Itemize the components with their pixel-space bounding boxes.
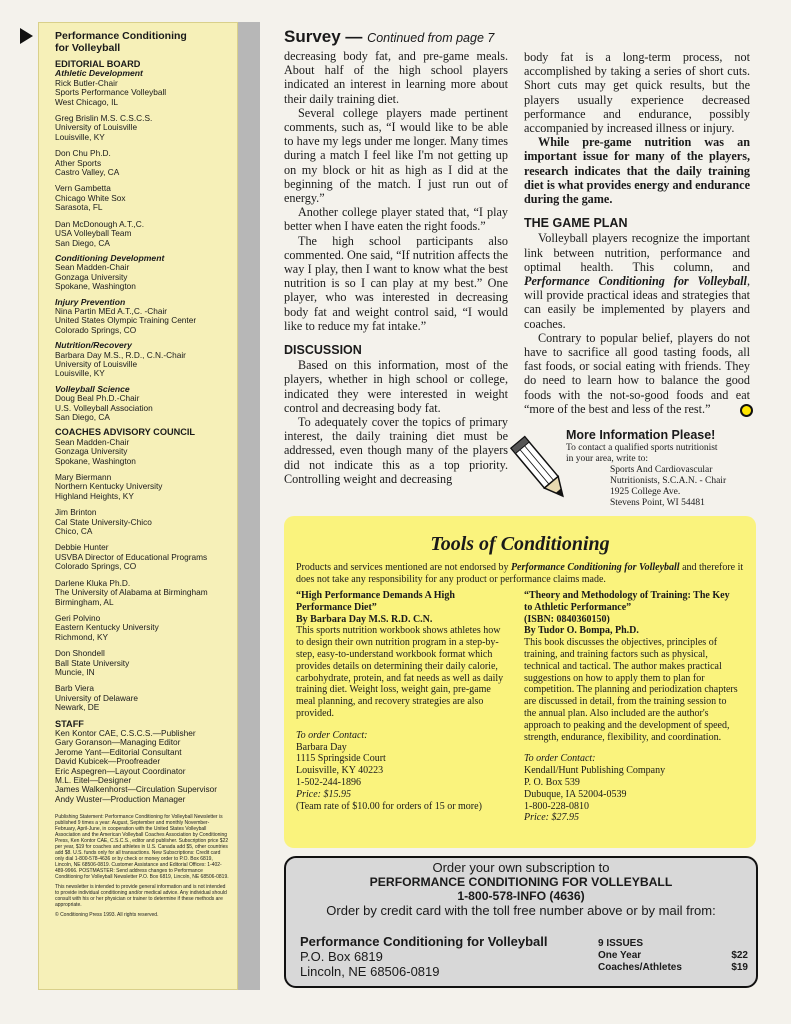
survey-title: Survey — Continued from page 7 — [284, 27, 495, 46]
board-member: Greg Brislin M.S. C.S.C.S. University of Louisville Louisville, KY — [55, 113, 153, 142]
council-member: Mary Biermann Northern Kentucky University Highland Heights, KY — [55, 472, 163, 501]
staff-heading: STAFF — [55, 718, 84, 729]
council-member: Don Shondell Ball State University Muncie, IN — [55, 648, 130, 677]
tools-title: Tools of Conditioning — [430, 533, 610, 555]
council-member: Darlene Kluka Ph.D. The University of Alabama at Birmingham Birmingham, AL — [55, 577, 208, 607]
product-price: Price: $15.95 — [296, 788, 351, 800]
product-author: By Barbara Day M.S. R.D. C.N. — [296, 613, 433, 625]
continued-label: Continued from page 7 — [367, 31, 495, 45]
subscription-title: PERFORMANCE CONDITIONING FOR VOLLEYBALL — [369, 875, 673, 889]
product-isbn: (ISBN: 0840360150) — [524, 613, 610, 625]
coaches-council-heading: COACHES ADVISORY COUNCIL — [55, 427, 196, 438]
paragraph: Volleyball players recognize the important link between nutrition, performance and optimal health. This column, and Performance Conditioning for Volleyball, will provide practical ideas and strategies that can easily be implemented by players and coaches. — [524, 231, 750, 331]
issues-label: 9 ISSUES — [598, 938, 644, 949]
tools-intro: Products and services mentioned are not endorsed by Performance Conditioning for Volleyball and therefore it does not take any responsibility for any product or performance claims made. — [296, 562, 744, 585]
order-label: To order Contact: — [296, 729, 368, 741]
paragraph: Another college player stated that, “I play better when I have eaten the right foods.” — [284, 205, 508, 234]
product-right — [524, 590, 738, 824]
paragraph: While pre-game nutrition was an important issue for many of the players, research indicates that the daily training diet is what provides energy and endurance during the game. — [524, 135, 750, 207]
arrow-icon — [20, 28, 33, 44]
mailing-address: Performance Conditioning for Volleyball P.O. Box 6819 Lincoln, NE 68506-0819 — [300, 934, 548, 979]
subscription-intro: Order your own subscription to — [432, 860, 610, 875]
council-member: Sean Madden-Chair Gonzaga University Spokane, Washington — [55, 436, 136, 466]
tools-of-conditioning-box — [284, 516, 756, 848]
paragraph: body fat is a long-term process, not accomplished by taking a series of short cuts. Short cuts may get quick results, but the players usually experience decreased performance and endurance, possibly accompanied by increased illness or injury. — [524, 50, 750, 136]
board-member: Vern Gambetta Chicago White Sox Sarasota, FL — [55, 183, 126, 213]
product-title: “Theory and Methodology of Training: The Key to Athletic Performance” — [524, 590, 730, 613]
board-member: Nina Partin MEd A.T.,C. -Chair United States Olympic Training Center Colorado Springs, CO — [55, 305, 197, 335]
editorial-board-heading: EDITORIAL BOARD — [55, 59, 141, 69]
board-member: Rick Butler-Chair Sports Performance Volleyball West Chicago, IL — [55, 77, 167, 107]
board-member: Dan McDonough A.T.,C. USA Volleyball Team San Diego, CA — [55, 218, 145, 248]
pencil-icon — [508, 430, 574, 510]
board-member: Don Chu Ph.D. Ather Sports Castro Valley, CA — [55, 148, 120, 178]
order-contact: Kendall/Hunt Publishing Company P. O. Box 539 Dubuque, IA 52004-0539 1-800-228-0810 — [524, 765, 666, 812]
more-info-body: To contact a qualified sports nutritionist in your area, write to: Sports And Cardiovascular Nutritionists, S.C.A.N. - Chair 1925 College Ave. Stevens Point, WI 54481 — [566, 443, 727, 508]
newsletter-title: Performance Conditioning for Volleyball — [55, 30, 187, 54]
game-plan-heading: THE GAME PLAN — [524, 216, 628, 231]
fine-print — [55, 814, 229, 918]
paragraph: decreasing body fat, and pre-game meals. About half of the high school players indicated an interest in learning more about their daily training diet. — [284, 49, 508, 106]
product-description: This sports nutrition workbook shows athletes how to design their own nutrition program in a step-by-step, easy-to-understand workbook format which provides details on determining their daily calorie, carbohydrate, protein, and fat needs as well as daily training diet. Weight loss, weight gain, pre-game meal planning, and recovery strategies are also provided. — [296, 625, 504, 719]
paragraph: To adequately cover the topics of primary interest, the daily training diet must be addressed, even though many of the players did not indicate this as a top priority. Controlling weight and decreasing — [284, 415, 508, 486]
subscription-box — [284, 856, 758, 988]
survey-column-1 — [284, 26, 508, 486]
copyright: © Conditioning Press 1993. All rights reserved. — [55, 912, 159, 919]
board-member: Sean Madden-Chair Gonzaga University Spokane, Washington — [55, 262, 136, 292]
order-contact: Barbara Day 1115 Springside Court Louisville, KY 40223 1-502-244-1896 — [296, 741, 386, 788]
volleyball-science-heading: Volleyball Science — [55, 383, 130, 394]
product-description: This book discusses the objectives, principles of training, and training factors such as physical, technical and tactical. The author makes practical suggestions on how to apply them to plan for competition. The planning and periodization chapters are discussed in detail, from the training session to the annual plan. Also included are the author's approach to peaking and the development of speed, strength, endurance, flexibility, and coordination. — [524, 637, 738, 743]
paragraph: Contrary to popular belief, players do not have to sacrifice all good tasting foods, all fast foods, or social eating with friends. They do need to learn how to balance the good foods with the not-so-good foods and eat “more of the best and less of the rest.” — [524, 330, 750, 416]
council-member: Debbie Hunter USVBA Director of Educational Programs Colorado Springs, CO — [55, 542, 208, 572]
survey-column-2 — [524, 50, 750, 416]
price-row: One Year $22 — [598, 950, 748, 961]
product-price: Price: $27.95 — [524, 812, 579, 824]
column-divider — [238, 22, 260, 990]
product-left — [296, 590, 510, 812]
more-info-title: More Information Please! — [566, 428, 716, 442]
board-member: Doug Beal Ph.D.-Chair U.S. Volleyball Association San Diego, CA — [55, 393, 153, 422]
disclaimer: This newsletter is intended to provide general information and is not intended to provide individual conditioning and/or medical advice. Any individual should consult with his or her physician or trainer to determine if these methods are appropriate. — [55, 884, 227, 909]
discussion-heading: DISCUSSION — [284, 343, 362, 358]
conditioning-development-heading: Conditioning Development — [55, 252, 165, 263]
board-member: Barbara Day M.S., R.D., C.N.-Chair University of Louisville Louisville, KY — [55, 349, 186, 379]
paragraph: The high school participants also commented. One said, “If nutrition affects the way I play, then I want to know what the best nutrition is so I can play at my best.” One player, who was interested in decreasing body fat and weight control said, “I would like to reduce my fat intake.” — [284, 233, 508, 333]
order-instructions: Order by credit card with the toll free number above or by mail from: — [326, 903, 716, 918]
team-rate: (Team rate of $10.00 for orders of 15 or more) — [296, 800, 482, 812]
product-author: By Tudor O. Bompa, Ph.D. — [524, 625, 639, 637]
council-member: Geri Polvino Eastern Kentucky University Richmond, KY — [55, 612, 159, 642]
phone-number: 1-800-578-INFO (4636) — [457, 889, 585, 903]
editorial-sidebar — [38, 22, 238, 990]
paragraph: Based on this information, most of the players, whether in high school or college, indicated they were interested in weight control and decreasing body fat. — [284, 358, 508, 415]
end-mark-icon — [740, 404, 753, 417]
paragraph: Several college players made pertinent comments, such as, “I would like to be able to have my legs under me longer. Many times during a match I feel like I'm not getting up on my block or hit as high as I did at the beginning of the match. I just run out of energy.” — [284, 105, 508, 206]
price-row: Coaches/Athletes $19 — [598, 962, 748, 973]
price-list — [598, 938, 748, 974]
product-title: “High Performance Demands A High Performance Diet” — [296, 590, 455, 613]
staff-list: Ken Kontor CAE, C.S.C.S.—Publisher Gary Goranson—Managing Editor Jerome Yant—Editorial Consultant David Kubicek—Proofreader Eric Aspegren—Layout Coordinator M.L. Eitel—Designer James Walkenhorst—Circulation Supervisor Andy Wuster—Production Manager — [55, 727, 217, 804]
nutrition-recovery-heading: Nutrition/Recovery — [55, 340, 132, 351]
council-member: Barb Viera University of Delaware Newark, DE — [55, 683, 138, 713]
athletic-development-heading: Athletic Development — [55, 68, 143, 79]
publishing-statement: Publishing Statement: Performance Conditioning for Volleyball Newsletter is published 9 times a year: August, September and monthly November-February, April-June, in cooperation with the United States Volleyball Association and the American Volleyball Coaches Association by Conditioning Press, Ken Kontor CAE, C.S.C.S., editor and publisher. Subscription price $22 per year, $19 for coaches and athletes in U.S. Canada add $5, other countries add $8. U.S. funds only for all transactions. New Subscriptions: Credit card only dial 1-800-578-4636 or by check or money order to P.O. Box 6819, Lincoln, NE 68506-0819. Customer Assistance and Editorial Offices: 1-402-489-9966. POSTMASTER: Send address changes to Performance Conditioning for Volleyball Newsletter P.O. Box 6819, Lincoln, NE 68506-0819. — [55, 814, 229, 881]
council-member: Jim Brinton Cal State University-Chico Chico, CA — [55, 507, 152, 537]
injury-prevention-heading: Injury Prevention — [55, 296, 126, 307]
order-label: To order Contact: — [524, 753, 596, 765]
